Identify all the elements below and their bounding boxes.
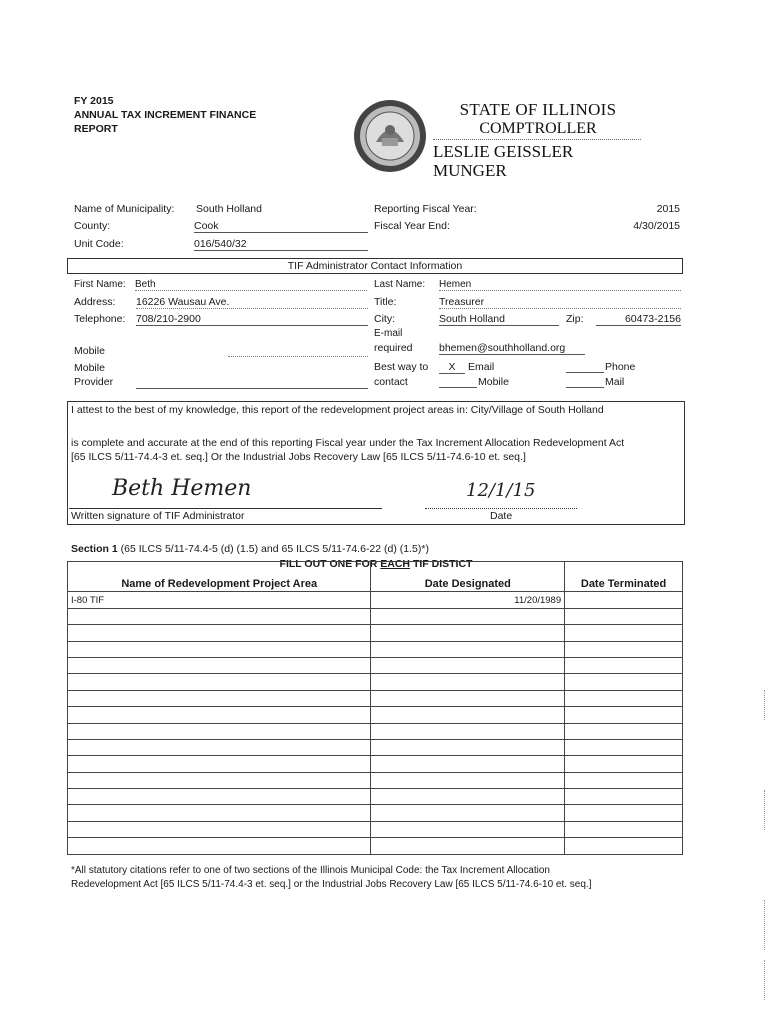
mobile-provider-label-line1: Mobile: [74, 362, 105, 374]
zip-value[interactable]: 60473-2156: [596, 313, 681, 326]
unit-code-value[interactable]: 016/540/32: [194, 238, 368, 251]
tif-district-table: [67, 561, 683, 855]
zip-label: Zip:: [566, 313, 584, 325]
signature-label: Written signature of TIF Administrator: [71, 510, 245, 522]
signature-line: [69, 508, 382, 509]
email-value[interactable]: bhemen@southholland.org: [439, 342, 585, 355]
municipality-label: Name of Municipality:: [74, 203, 175, 215]
fiscal-year-end-label: Fiscal Year End:: [374, 220, 450, 232]
date-line: [425, 508, 577, 509]
table-row[interactable]: [68, 723, 683, 739]
email-option-checkbox[interactable]: X: [439, 361, 465, 374]
signature-date[interactable]: 12/1/15: [466, 480, 536, 501]
attestation-box: [67, 401, 685, 525]
table-row[interactable]: [68, 838, 683, 854]
date-designated-cell[interactable]: 11/20/1989: [371, 592, 565, 608]
col-header-project-area: Name of Redevelopment Project Area: [68, 562, 371, 592]
report-header: [74, 94, 256, 136]
date-label: Date: [490, 510, 513, 522]
attest-line2: is complete and accurate at the end of this reporting Fiscal year under the Tax Increment Allocation Redevelopment Act: [71, 437, 625, 449]
table-row[interactable]: [68, 789, 683, 805]
table-row[interactable]: [68, 625, 683, 641]
table-row[interactable]: [68, 756, 683, 772]
mobile-label: Mobile: [74, 345, 105, 357]
table-row[interactable]: [68, 805, 683, 821]
date-terminated-cell[interactable]: [565, 592, 683, 608]
last-name-label: Last Name:: [374, 279, 426, 290]
col-header-date-designated: Date Designated: [371, 562, 565, 592]
best-way-label-line2: contact: [374, 376, 408, 388]
footnote-line1: *All statutory citations refer to one of two sections of the Illinois Municipal Code: the Tax Increment Allocation: [71, 865, 550, 876]
report-title-line1: ANNUAL TAX INCREMENT FINANCE: [74, 109, 257, 121]
table-row[interactable]: [68, 608, 683, 624]
table-row[interactable]: [68, 707, 683, 723]
county-label: County:: [74, 220, 111, 232]
table-row[interactable]: [68, 592, 683, 608]
address-label: Address:: [74, 296, 116, 308]
mobile-provider-line[interactable]: [136, 388, 368, 389]
fiscal-year-end-value[interactable]: 4/30/2015: [633, 220, 680, 232]
first-name-value[interactable]: Beth: [135, 279, 367, 291]
contact-title: TIF Administrator Contact Information: [287, 260, 463, 272]
table-row[interactable]: [68, 739, 683, 755]
comptroller-name: LESLIE GEISSLER MUNGER: [433, 139, 641, 180]
fiscal-year-title: FY 2015: [74, 95, 114, 107]
last-name-value[interactable]: Hemen: [439, 279, 681, 291]
email-label-line2: required: [374, 342, 413, 354]
best-way-label-line1: Best way to: [374, 361, 429, 373]
reporting-fy-label: Reporting Fiscal Year:: [374, 203, 477, 215]
table-row[interactable]: [68, 657, 683, 673]
scan-artifact: [764, 960, 766, 1000]
email-option-label: Email: [468, 361, 495, 373]
table-row[interactable]: [68, 641, 683, 657]
unit-code-label: Unit Code:: [74, 238, 124, 250]
report-title-line2: REPORT: [74, 123, 118, 135]
fill-out-instruction: FILL OUT ONE FOR EACH TIF DISTICT: [279, 558, 473, 570]
phone-option-label: Phone: [605, 361, 636, 373]
mobile-option-label: Mobile: [478, 376, 509, 388]
title-value[interactable]: Treasurer: [439, 296, 681, 309]
mobile-provider-label-line2: Provider: [74, 376, 114, 388]
telephone-value[interactable]: 708/210-2900: [136, 313, 368, 326]
scan-artifact: [764, 900, 766, 950]
comptroller-block: [433, 100, 643, 180]
attest-line3: [65 ILCS 5/11-74.4-3 et. seq.] Or the Industrial Jobs Recovery Law [65 ILCS 5/11-74.6-10 et. seq.]: [71, 451, 526, 463]
city-label: City:: [374, 313, 395, 325]
scan-artifact: [764, 790, 766, 830]
contact-title-box: [67, 258, 683, 274]
col-header-date-terminated: Date Terminated: [565, 562, 683, 592]
email-label-line1: E-mail: [374, 328, 403, 339]
scan-artifact: [764, 690, 766, 720]
city-value[interactable]: South Holland: [439, 313, 559, 326]
first-name-label: First Name:: [74, 279, 126, 290]
state-seal-icon: [352, 98, 428, 174]
table-row[interactable]: [68, 821, 683, 837]
table-row[interactable]: [68, 772, 683, 788]
mail-option-label: Mail: [605, 376, 625, 388]
table-row[interactable]: [68, 674, 683, 690]
mail-option-checkbox[interactable]: [566, 387, 604, 388]
mobile-option-checkbox[interactable]: [439, 387, 477, 388]
footnote-line2: Redevelopment Act [65 ILCS 5/11-74.4-3 et. seq.] or the Industrial Jobs Recovery Law [65 ILCS 5/11-74.6-10 et. seq.]: [71, 879, 592, 890]
section1-title: [71, 543, 429, 555]
table-header-row: [68, 562, 683, 592]
section1-title-bold: Section 1: [71, 543, 118, 555]
telephone-label: Telephone:: [74, 313, 126, 325]
section1-title-rest: (65 ILCS 5/11-74.4-5 (d) (1.5) and 65 ILCS 5/11-74.6-22 (d) (1.5)*): [117, 543, 429, 555]
municipality-value[interactable]: South Holland: [196, 203, 262, 215]
reporting-fy-value[interactable]: 2015: [656, 203, 680, 215]
address-value[interactable]: 16226 Wausau Ave.: [136, 296, 368, 309]
attest-line1: I attest to the best of my knowledge, this report of the redevelopment project areas in: City/Village of South Holland: [71, 404, 604, 416]
phone-option-checkbox[interactable]: [566, 372, 604, 373]
administrator-signature[interactable]: Beth Hemen: [112, 476, 252, 501]
title-label: Title:: [374, 296, 397, 308]
mobile-value-line[interactable]: [228, 356, 368, 357]
table-row[interactable]: [68, 690, 683, 706]
project-area-cell[interactable]: I-80 TIF: [68, 592, 371, 608]
county-value[interactable]: Cook: [194, 220, 368, 233]
comptroller-state: STATE OF ILLINOIS: [459, 100, 617, 119]
comptroller-office: COMPTROLLER: [479, 120, 597, 137]
